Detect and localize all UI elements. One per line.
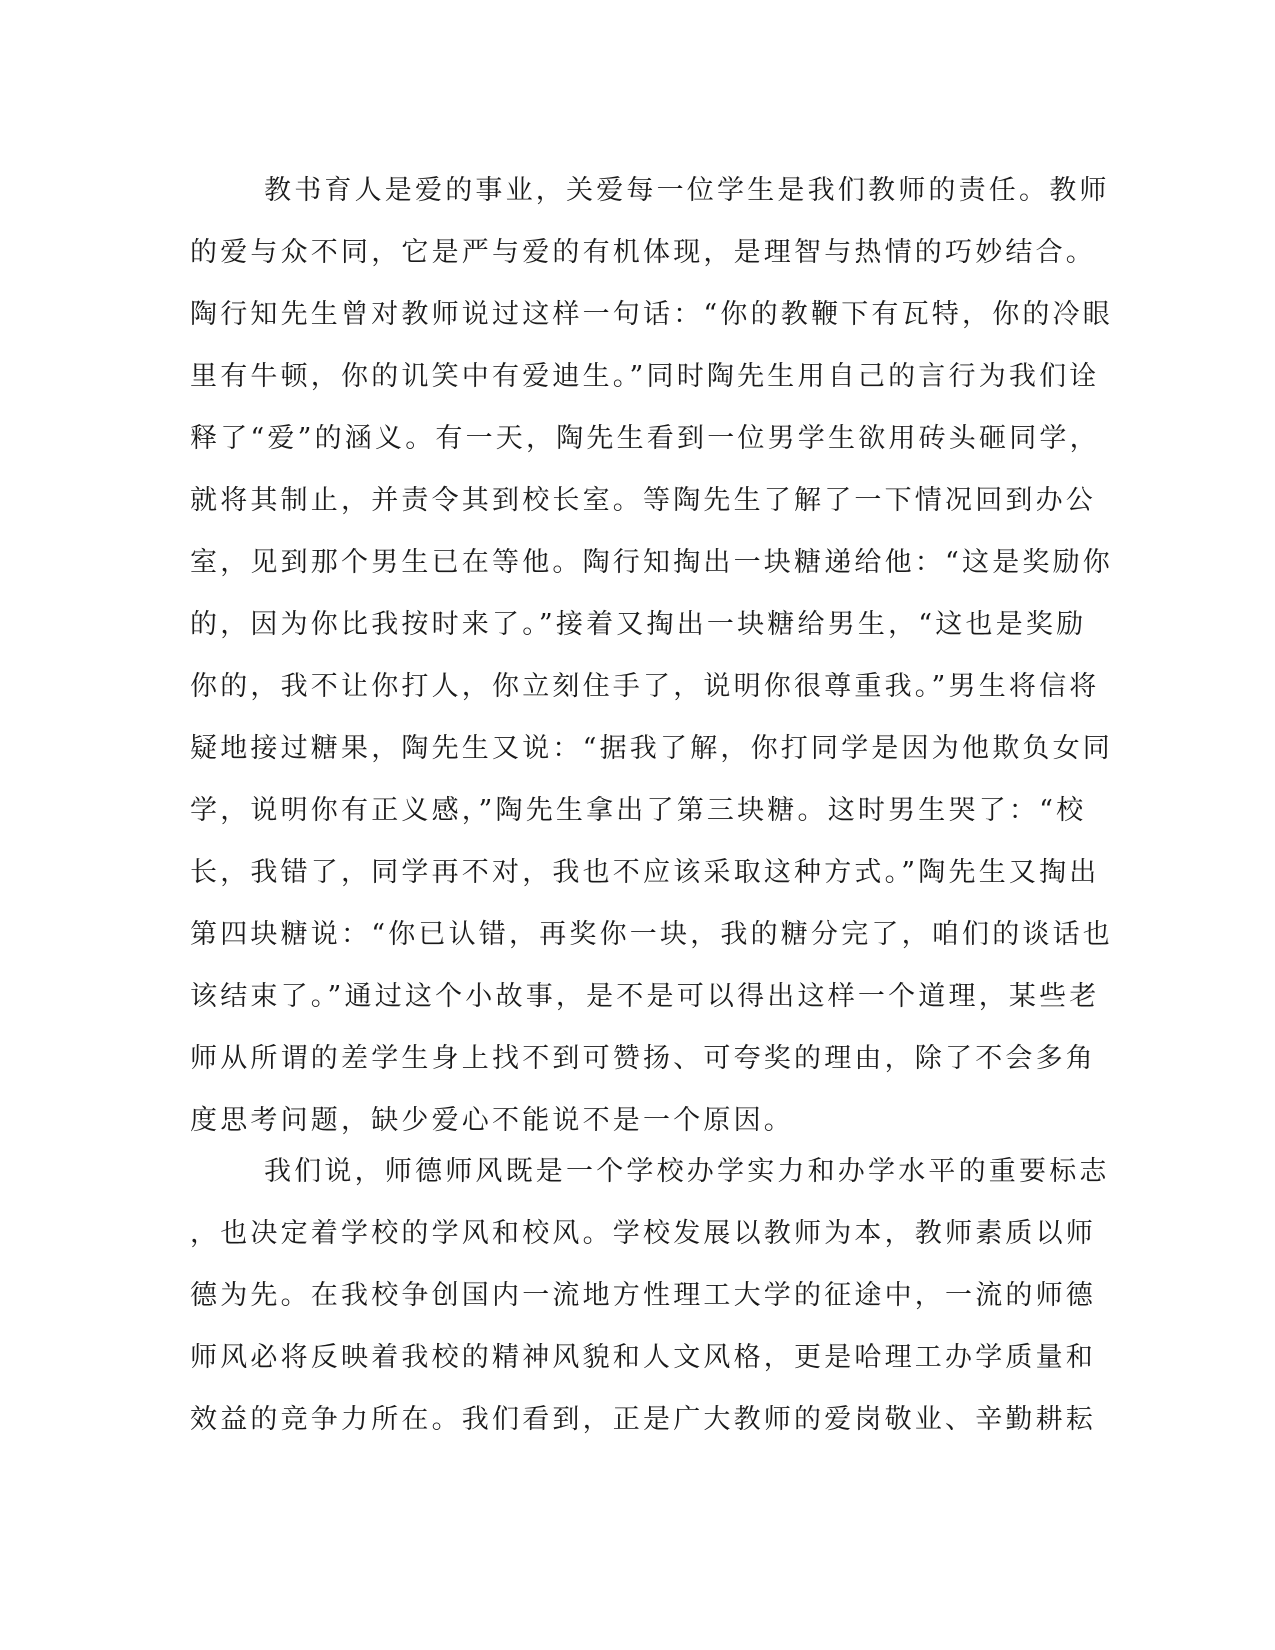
paragraph-line: 你的，我不让你打人，你立刻住手了，说明你很尊重我。”男生将信将 bbox=[190, 671, 1100, 702]
paragraph-line: 长，我错了，同学再不对，我也不应该采取这种方式。”陶先生又掏出 bbox=[190, 857, 1100, 888]
paragraph-line: 学，说明你有正义感，”陶先生拿出了第三块糖。这时男生哭了：“校 bbox=[190, 795, 1087, 826]
paragraph-line: 就将其制止，并责令其到校长室。等陶先生了解了一下情况回到办公 bbox=[190, 485, 1096, 516]
paragraph-line: 该结束了。”通过这个小故事，是不是可以得出这样一个道理，某些老 bbox=[190, 981, 1100, 1012]
paragraph-line: 效益的竞争力所在。我们看到，正是广大教师的爱岗敬业、辛勤耕耘 bbox=[190, 1404, 1096, 1435]
paragraph-line: 室，见到那个男生已在等他。陶行知掏出一块糖递给他：“这是奖励你 bbox=[190, 547, 1114, 578]
paragraph-line: 师从所谓的差学生身上找不到可赞扬、可夸奖的理由，除了不会多角 bbox=[190, 1043, 1096, 1074]
paragraph-line: 师风必将反映着我校的精神风貌和人文风格，更是哈理工办学质量和 bbox=[190, 1342, 1096, 1373]
paragraph-line: 陶行知先生曾对教师说过这样一句话：“你的教鞭下有瓦特，你的冷眼 bbox=[190, 299, 1114, 330]
paragraph-line: 的爱与众不同，它是严与爱的有机体现，是理智与热情的巧妙结合。 bbox=[190, 237, 1096, 268]
paragraph-2 bbox=[190, 1141, 1110, 1451]
paragraph-line: 教书育人是爱的事业，关爱每一位学生是我们教师的责任。教师 bbox=[264, 175, 1110, 206]
paragraph-line: 的，因为你比我按时来了。”接着又掏出一块糖给男生，“这也是奖励 bbox=[190, 609, 1087, 640]
paragraph-line: 德为先。在我校争创国内一流地方性理工大学的征途中，一流的师德 bbox=[190, 1280, 1096, 1311]
paragraph-line: 我们说，师德师风既是一个学校办学实力和办学水平的重要标志 bbox=[264, 1156, 1110, 1187]
paragraph-1 bbox=[190, 160, 1114, 1152]
paragraph-line: 度思考问题，缺少爱心不能说不是一个原因。 bbox=[190, 1105, 794, 1136]
paragraph-line: 疑地接过糖果，陶先生又说：“据我了解，你打同学是因为他欺负女同 bbox=[190, 733, 1114, 764]
paragraph-line: ，也决定着学校的学风和校风。学校发展以教师为本，教师素质以师 bbox=[190, 1218, 1096, 1249]
paragraph-line: 里有牛顿，你的讥笑中有爱迪生。”同时陶先生用自己的言行为我们诠 bbox=[190, 361, 1100, 392]
paragraph-line: 第四块糖说：“你已认错，再奖你一块，我的糖分完了，咱们的谈话也 bbox=[190, 919, 1114, 950]
paragraph-line: 释了“爱”的涵义。有一天，陶先生看到一位男学生欲用砖头砸同学， bbox=[190, 423, 1100, 454]
